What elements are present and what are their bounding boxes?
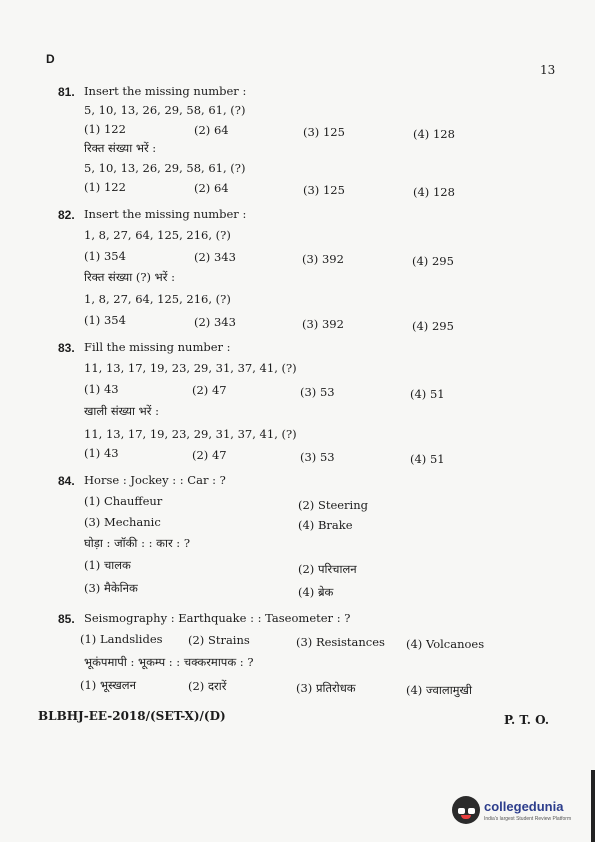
option-3: (3) 392 [302, 252, 344, 266]
set-label: D [46, 52, 55, 66]
hindi-option-2: (2) 343 [194, 315, 236, 329]
hindi-option-3: (3) 53 [300, 450, 335, 464]
option-4: (4) 51 [410, 387, 445, 401]
hindi-number-series: 1, 8, 27, 64, 125, 216, (?) [84, 292, 231, 306]
question-number: 82. [58, 208, 75, 222]
question-text: Horse : Jockey : : Car : ? [84, 473, 226, 487]
pto-label: P. T. O. [504, 713, 550, 727]
hindi-option-1: (1) 122 [84, 180, 126, 194]
number-series: 5, 10, 13, 26, 29, 58, 61, (?) [84, 103, 246, 117]
option-2: (2) 343 [194, 250, 236, 264]
hindi-question-text: घोड़ा : जॉकी : : कार : ? [84, 536, 190, 550]
page-number: 13 [540, 63, 556, 77]
question-number: 83. [58, 341, 75, 355]
option-1: (1) Chauffeur [84, 494, 163, 508]
hindi-option-3: (3) 125 [303, 183, 345, 197]
option-4: (4) Brake [298, 518, 353, 532]
option-2: (2) 64 [194, 123, 229, 137]
watermark-brand: collegedunia [484, 799, 564, 814]
hindi-option-3: (3) प्रतिरोधक [296, 681, 356, 695]
option-4: (4) 295 [412, 254, 454, 268]
option-3: (3) 53 [300, 385, 335, 399]
hindi-question-text: भूकंपमापी : भूकम्प : : चक्करमापक : ? [84, 655, 254, 669]
number-series: 1, 8, 27, 64, 125, 216, (?) [84, 228, 231, 242]
hindi-option-4: (4) 128 [413, 185, 455, 199]
watermark-tagline: India's largest Student Review Platform [484, 816, 572, 822]
number-series: 11, 13, 17, 19, 23, 29, 31, 37, 41, (?) [84, 361, 297, 375]
option-1: (1) 354 [84, 249, 126, 263]
option-2: (2) Steering [298, 498, 368, 512]
hindi-option-4: (4) ब्रेक [298, 585, 334, 599]
hindi-number-series: 11, 13, 17, 19, 23, 29, 31, 37, 41, (?) [84, 427, 297, 441]
hindi-option-4: (4) 295 [412, 319, 454, 333]
hindi-option-4: (4) 51 [410, 452, 445, 466]
option-3: (3) Mechanic [84, 515, 161, 529]
paper-code: BLBHJ-EE-2018/(SET-X)/(D) [38, 709, 226, 723]
hindi-option-1: (1) भूस्खलन [80, 678, 136, 692]
option-2: (2) Strains [188, 633, 250, 647]
question-text: Insert the missing number : [84, 84, 247, 98]
hindi-option-2: (2) 64 [194, 181, 229, 195]
scan-edge [591, 770, 595, 842]
question-number: 81. [58, 85, 75, 99]
hindi-option-1: (1) 43 [84, 446, 119, 460]
option-4: (4) Volcanoes [406, 637, 485, 651]
option-1: (1) 122 [84, 122, 126, 136]
hindi-option-2: (2) 47 [192, 448, 227, 462]
option-1: (1) Landslides [80, 632, 163, 646]
option-2: (2) 47 [192, 383, 227, 397]
hindi-option-3: (3) मैकेनिक [84, 581, 138, 595]
hindi-option-1: (1) चालक [84, 558, 131, 572]
question-number: 85. [58, 612, 75, 626]
hindi-option-3: (3) 392 [302, 317, 344, 331]
question-text: Insert the missing number : [84, 207, 247, 221]
question-number: 84. [58, 474, 75, 488]
option-4: (4) 128 [413, 127, 455, 141]
hindi-option-4: (4) ज्वालामुखी [406, 683, 472, 697]
option-1: (1) 43 [84, 382, 119, 396]
hindi-option-2: (2) दरारें [188, 679, 227, 693]
hindi-option-1: (1) 354 [84, 313, 126, 327]
option-3: (3) 125 [303, 125, 345, 139]
question-text: Fill the missing number : [84, 340, 231, 354]
hindi-question-text: रिक्त संख्या भरें : [84, 141, 157, 155]
hindi-question-text: खाली संख्या भरें : [84, 404, 159, 418]
option-3: (3) Resistances [296, 635, 385, 649]
collegedunia-watermark [452, 796, 592, 832]
mascot-icon [452, 796, 480, 824]
hindi-option-2: (2) परिचालन [298, 562, 357, 576]
question-text: Seismography : Earthquake : : Taseometer : ? [84, 611, 351, 625]
hindi-number-series: 5, 10, 13, 26, 29, 58, 61, (?) [84, 161, 246, 175]
hindi-question-text: रिक्त संख्या (?) भरें : [84, 270, 175, 284]
